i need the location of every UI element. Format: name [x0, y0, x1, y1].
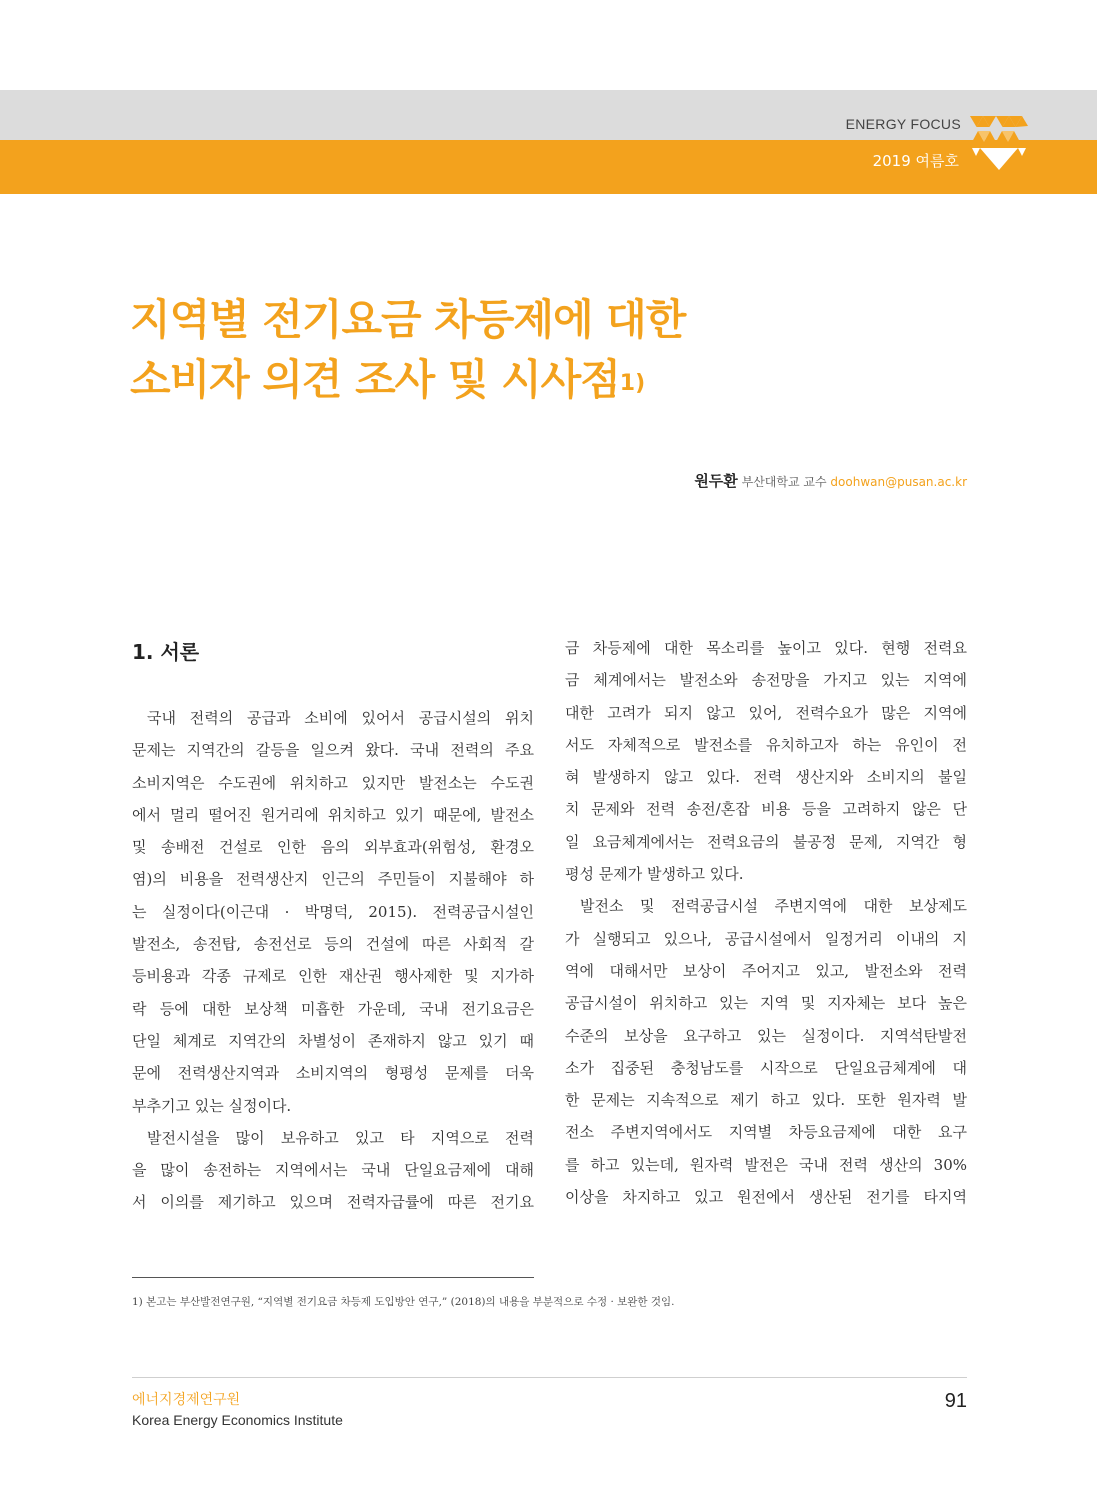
body-line: 소비지역은 수도권에 위치하고 있지만 발전소는 수도권	[132, 773, 534, 792]
body-line: 에서 멀리 떨어진 원거리에 위치하고 있기 때문에, 발전소	[132, 805, 534, 824]
footer-institute-korean: 에너지경제연구원	[132, 1392, 241, 1408]
body-line: 대한 고려가 되지 않고 있어, 전력수요가 많은 지역에	[565, 703, 967, 722]
body-line: 는 실정이다(이근대 · 박명덕, 2015). 전력공급시설인	[132, 902, 534, 921]
body-line: 전소 주변지역에서도 지역별 차등요금제에 대한 요구	[565, 1123, 967, 1142]
section-heading: 1. 서론	[132, 640, 200, 664]
publication-name: ENERGY FOCUS	[845, 116, 961, 132]
page-number: 91	[944, 1390, 967, 1412]
body-line: 금 차등제에 대한 목소리를 높이고 있다. 현행 전력요	[565, 639, 967, 657]
body-line: 이상을 차지하고 있고 원전에서 생산된 전기를 타지역	[565, 1188, 967, 1207]
body-line: 공급시설이 위치하고 있는 지역 및 지자체는 보다 높은	[565, 994, 967, 1013]
body-line: 서 이의를 제기하고 있으며 전력자급률에 따른 전기요	[132, 1193, 534, 1212]
author-name: 원두환	[694, 472, 738, 490]
author-email-link[interactable]: doohwan@pusan.ac.kr	[830, 475, 967, 489]
body-line: 역에 대해서만 보상이 주어지고 있고, 발전소와 전력	[565, 961, 967, 980]
body-line: 서도 자체적으로 발전소를 유치하고자 하는 유인이 전	[565, 735, 967, 754]
body-line: 수준의 보상을 요구하고 있는 실정이다. 지역석탄발전	[565, 1026, 967, 1045]
body-line: 문제는 지역간의 갈등을 일으켜 왔다. 국내 전력의 주요	[132, 741, 534, 760]
header-band-gray	[0, 90, 1097, 140]
body-line: 가 실행되고 있으나, 공급시설에서 일정거리 이내의 지	[565, 929, 967, 948]
footer-institute-english: Korea Energy Economics Institute	[132, 1412, 343, 1428]
title-line-1: 지역별 전기요금 차등제에 대한	[130, 295, 686, 344]
body-line: 한 문제는 지속적으로 제기 하고 있다. 또한 원자력 발	[565, 1091, 967, 1110]
body-column-right	[565, 632, 967, 1213]
body-line: 일 요금체계에서는 전력요금의 불공정 문제, 지역간 형	[565, 832, 967, 851]
body-line: 발전소 및 전력공급시설 주변지역에 대한 보상제도	[580, 897, 967, 916]
body-line: 등비용과 각종 규제로 인한 재산권 행사제한 및 지가하	[132, 967, 534, 986]
title-line-2: 소비자 의견 조사 및 시사점	[130, 355, 620, 404]
body-line: 평성 문제가 발생하고 있다.	[565, 865, 744, 884]
body-line: 국내 전력의 공급과 소비에 있어서 공급시설의 위치	[147, 709, 534, 727]
body-line: 염)의 비용을 전력생산지 인근의 주민들이 지불해야 하	[132, 870, 534, 889]
author-line	[694, 470, 967, 491]
body-line: 을 많이 송전하는 지역에서는 국내 단일요금제에 대해	[132, 1161, 534, 1180]
body-line: 를 하고 있는데, 원자력 발전은 국내 전력 생산의 30%	[565, 1155, 967, 1174]
body-line: 발전소, 송전탑, 송전선로 등의 건설에 따른 사회적 갈	[132, 935, 534, 954]
footnote-divider	[132, 1277, 534, 1278]
body-line: 단일 체계로 지역간의 차별성이 존재하지 않고 있기 때	[132, 1031, 534, 1050]
title-footnote-mark: 1)	[619, 371, 646, 396]
footnote-text: 1) 본고는 부산발전연구원, “지역별 전기요금 차등제 도입방안 연구,” (2018)의 내용을 부분적으로 수정 · 보완한 것임.	[132, 1296, 675, 1308]
body-line: 발전시설을 많이 보유하고 있고 타 지역으로 전력	[147, 1128, 534, 1147]
body-line: 금 체계에서는 발전소와 송전망을 가지고 있는 지역에	[565, 671, 967, 690]
body-line: 치 문제와 전력 송전/혼잡 비용 등을 고려하지 않은 단	[565, 800, 967, 819]
body-line: 부추기고 있는 실정이다.	[132, 1096, 292, 1115]
issue-label: 2019 여름호	[872, 152, 959, 170]
article-title	[130, 290, 930, 410]
body-line: 및 송배전 건설로 인한 음의 외부효과(위험성, 환경오	[132, 838, 534, 857]
body-line: 문에 전력생산지역과 소비지역의 형평성 문제를 더욱	[132, 1064, 534, 1083]
body-line: 락 등에 대한 보상책 미흡한 가운데, 국내 전기요금은	[132, 999, 534, 1018]
body-line: 소가 집중된 충청남도를 시작으로 단일요금체계에 대	[565, 1058, 967, 1077]
body-line: 혀 발생하지 않고 있다. 전력 생산지와 소비지의 불일	[565, 768, 967, 787]
author-affiliation: 부산대학교 교수	[741, 475, 827, 489]
footer-divider	[132, 1377, 967, 1378]
body-column-left	[132, 702, 534, 1219]
triangle-hexagon-logo-icon	[968, 112, 1030, 174]
